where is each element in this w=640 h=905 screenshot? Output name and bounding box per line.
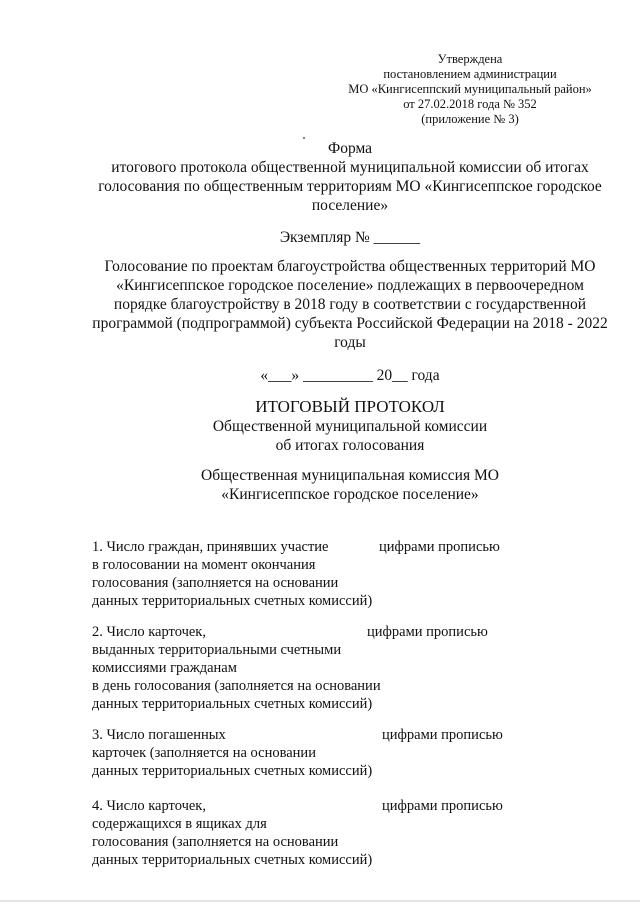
page-bottom-edge xyxy=(0,900,640,902)
item-line: карточек (заполняется на основании xyxy=(92,745,316,761)
commission-block xyxy=(60,466,640,504)
date-line xyxy=(60,366,640,385)
item-line: в голосовании на момент окончания xyxy=(92,557,316,573)
item-line: 4. Число карточек, xyxy=(92,798,206,814)
form-title-line: голосования по общественным территориям МО «Кингисеппское городское xyxy=(98,178,602,195)
item-line: в день голосования (заполняется на основании xyxy=(92,678,381,694)
item-line: данных территориальных счетных комиссий) xyxy=(92,852,373,868)
date-text: «___» _________ 20__ года xyxy=(260,367,440,384)
protocol-item-2 xyxy=(92,623,612,713)
approval-line: от 27.02.2018 года № 352 xyxy=(403,97,537,111)
item-line: 3. Число погашенных xyxy=(92,727,226,743)
protocol-heading-block xyxy=(60,397,640,455)
item-line: комиссиями гражданам xyxy=(92,660,237,676)
voting-line: Голосование по проектам благоустройства общественных территорий МО xyxy=(104,258,596,275)
item-columns-label: цифрами прописью xyxy=(379,539,500,555)
protocol-title: ИТОГОВЫЙ ПРОТОКОЛ xyxy=(255,397,445,416)
voting-line: программой (подпрограммой) субъекта Российской Федерации на 2018 - 2022 xyxy=(92,315,608,332)
copy-number-text: Экземпляр № ______ xyxy=(279,229,421,246)
voting-line: порядке благоустройству в 2018 году в соответствии с государственной xyxy=(113,296,587,313)
approval-line: (приложение № 3) xyxy=(421,112,519,126)
item-columns-label: цифрами прописью xyxy=(367,624,488,640)
form-title-line: итогового протокола общественной муниципальной комиссии об итогах xyxy=(111,159,589,176)
protocol-item-1 xyxy=(92,538,612,610)
item-line: содержащихся в ящиках для xyxy=(92,816,267,832)
copy-number-line xyxy=(60,228,640,247)
item-line: 2. Число карточек, xyxy=(92,624,206,640)
item-line: голосования (заполняется на основании xyxy=(92,575,339,591)
approval-line: МО «Кингисеппский муниципальный район» xyxy=(348,82,592,96)
commission-line: «Кингисеппское городское поселение» xyxy=(221,486,479,503)
approval-line: Утверждена xyxy=(437,52,503,66)
item-line: выданных территориальными счетными xyxy=(92,642,342,658)
item-columns-label: цифрами прописью xyxy=(382,727,503,743)
item-columns-label: цифрами прописью xyxy=(382,798,503,814)
approval-line: постановлением администрации xyxy=(383,67,557,81)
voting-line: «Кингисеппское городское поселение» подлежащих в первоочередном xyxy=(116,277,584,294)
protocol-item-3 xyxy=(92,726,612,780)
item-line: данных территориальных счетных комиссий) xyxy=(92,763,373,779)
item-line: 1. Число граждан, принявших участие xyxy=(92,539,329,555)
item-line: голосования (заполняется на основании xyxy=(92,834,339,850)
form-title-block xyxy=(60,139,640,215)
item-line: данных территориальных счетных комиссий) xyxy=(92,696,373,712)
form-title: Форма xyxy=(327,140,373,157)
commission-line: Общественная муниципальная комиссия МО xyxy=(201,467,499,484)
approval-stamp-block xyxy=(300,52,640,127)
protocol-item-4 xyxy=(92,797,612,869)
protocol-subtitle: Общественной муниципальной комиссии xyxy=(212,418,488,435)
voting-line: годы xyxy=(334,334,366,351)
item-line: данных территориальных счетных комиссий) xyxy=(92,593,373,609)
form-title-line: поселение» xyxy=(311,197,389,214)
protocol-subtitle: об итогах голосования xyxy=(275,437,425,454)
voting-description-block xyxy=(60,257,640,352)
